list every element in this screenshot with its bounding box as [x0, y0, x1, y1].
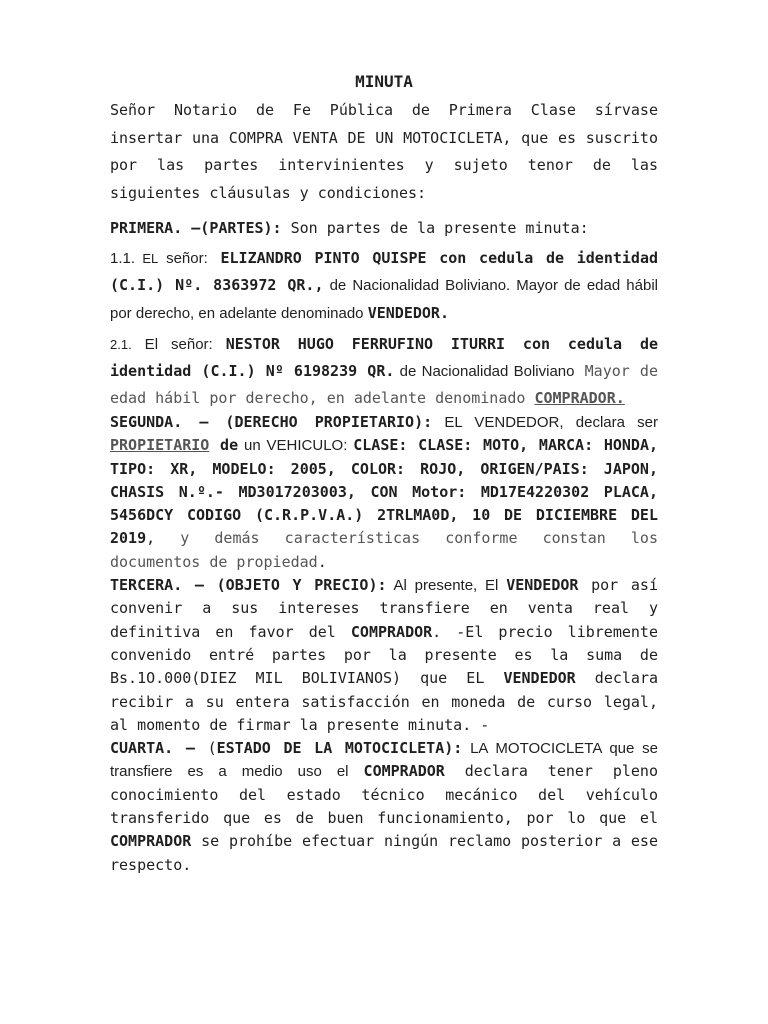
clause-text: , — [146, 529, 156, 548]
party-vendedor — [110, 245, 658, 328]
party-comprador — [110, 331, 658, 411]
clause-text: . — [317, 552, 327, 571]
clause-text: un VEHICULO: — [238, 437, 354, 455]
clause-text: . -El precio libremente convenido entré partes por la presente es la suma de Bs.1O.000(DIEZ MIL BOLIVIANOS) que EL — [110, 622, 658, 688]
propietario-term: PROPIETARIO — [110, 436, 210, 455]
party-senor: señor: — [158, 249, 208, 267]
clause-text: declara tener pleno conocimiento del estado técnico mecánico del vehículo transferido que es de buen funcionamiento, por lo que el — [110, 762, 658, 828]
party-name: NESTOR HUGO FERRUFINO ITURRI con cedula de identidad (C.I.) Nº 6198239 QR. — [110, 335, 659, 380]
role-term: COMPRADOR — [363, 762, 445, 781]
clause-tercera — [110, 574, 658, 737]
party-role: VENDEDOR. — [367, 303, 449, 322]
clause-text: y demás características conforme constan los documentos de propiedad — [110, 529, 658, 571]
role-term: COMPRADOR — [110, 832, 192, 851]
party-number: 1.1. — [110, 249, 136, 267]
vehicle-details: CLASE: CLASE: MOTO, MARCA: HONDA, TIPO: XR, MODELO: 2005, COLOR: ROJO, ORIGEN/PAIS: JAPON, CHASIS N.º.- MD3017203003, CON Motor: MD17E4220302 PLACA, 5456DCY CODIGO (C.R.P.V.A.) 2TRLMA0D, 10 DE DICIEMBRE DEL 2019 — [110, 436, 658, 548]
clause-text: LA MOTOCICLETA que se transfiere es a medio uso el — [110, 740, 658, 781]
clause-cuarta — [110, 737, 658, 877]
party-nationality: de Nacionalidad Boliviano — [394, 363, 575, 380]
role-term: COMPRADOR — [350, 622, 433, 641]
party-name: ELIZANDRO PINTO QUISPE con cedula de identidad (C.I.) Nº. 8363972 QR., — [110, 248, 659, 294]
clause-segunda — [110, 411, 658, 574]
clause-text: Son partes de la presente minuta: — [281, 219, 589, 237]
party-role: COMPRADOR. — [534, 389, 625, 407]
document-title: MINUTA — [355, 72, 413, 91]
clause-heading: TERCERA. – (OBJETO Y PRECIO): — [110, 576, 387, 595]
clause-text: EL VENDEDOR, declara ser — [432, 414, 659, 431]
document-body — [110, 97, 658, 877]
clause-text: se prohíbe efectuar ningún reclamo posterior a ese respecto. — [110, 832, 658, 874]
clause-text: declara recibir a su entera satisfacción en moneda de curso legal, al momento de firmar la presente minuta. - — [110, 669, 659, 734]
intro-paragraph: Señor Notario de Fe Pública de Primera Clase sírvase insertar una COMPRA VENTA DE UN MOTOCICLETA, que es suscrito por las partes intervinientes y sujeto tenor de las siguientes cláusulas y condiciones: — [110, 101, 658, 202]
clause-text: ( — [194, 739, 217, 758]
party-description: Mayor de edad hábil por derecho, en adelante denominado — [110, 362, 658, 407]
clause-text: de — [209, 436, 239, 455]
party-description: de Nacionalidad Boliviano. Mayor de edad hábil por derecho, en adelante denominado — [110, 277, 658, 322]
role-term: VENDEDOR — [503, 669, 576, 688]
clause-heading: SEGUNDA. – (DERECHO PROPIETARIO): — [110, 413, 433, 431]
party-senor: El señor: — [131, 336, 226, 353]
party-number: 2.1. — [110, 337, 132, 352]
clause-text: por así convenir a sus intereses transfiere en venta real y definitiva en favor del — [110, 576, 658, 641]
clause-heading: CUARTA. – — [110, 739, 195, 758]
clause-heading: PRIMERA. –(PARTES): — [110, 219, 282, 237]
clause-primera — [110, 215, 658, 243]
party-el: EL — [135, 250, 159, 266]
role-term: VENDEDOR — [506, 576, 579, 595]
clause-text: Al presente, El — [386, 577, 507, 595]
clause-heading: ESTADO DE LA MOTOCICLETA): — [216, 739, 463, 758]
